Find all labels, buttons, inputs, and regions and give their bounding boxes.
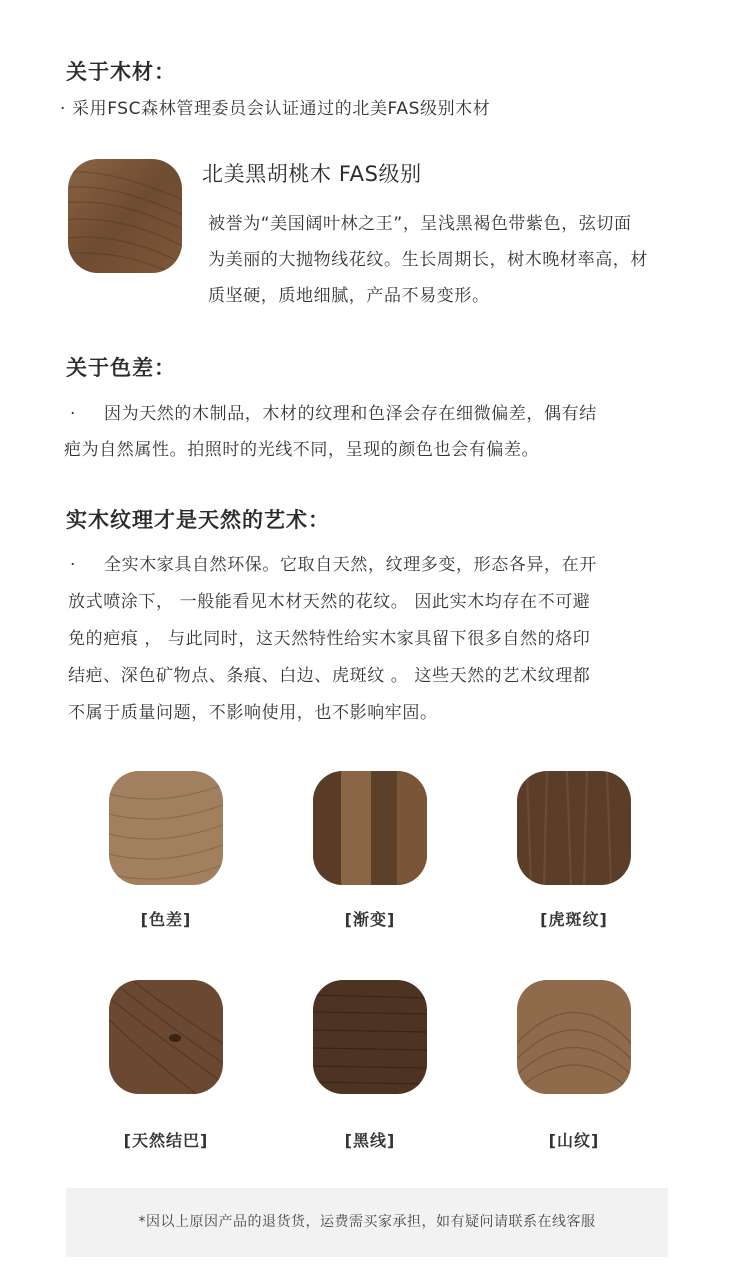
color-heading: 关于色差：	[66, 356, 176, 380]
description-line: 质坚硬，质地细腻，产品不易变形。	[208, 286, 490, 306]
color-text	[64, 396, 710, 468]
description-line: 被誉为“美国阔叶林之王”，呈浅黑褐色带紫色，弦切面	[208, 214, 632, 234]
natural-knot-sample	[109, 980, 223, 1094]
texture-heading: 实木纹理才是天然的艺术：	[66, 508, 330, 532]
texture-line: 结疤、深色矿物点、条痕、白边、虎斑纹 。 这些天然的艺术纹理都	[68, 666, 591, 686]
footer-note: *因以上原因产品的退货货，运费需买家承担，如有疑问请联系在线客服	[66, 1188, 668, 1257]
gradient-sample	[313, 771, 427, 885]
description-line: 为美丽的大抛物线花纹。生长周期长，树木晚材率高，材	[208, 250, 648, 270]
sample-caption: [虎斑纹]	[540, 910, 608, 929]
texture-line: 放式喷涂下， 一般能看见木材天然的花纹。 因此实木均存在不可避	[68, 592, 591, 612]
bullet-dot: ·	[70, 555, 77, 575]
species-description	[208, 206, 728, 314]
walnut-sample-image	[68, 159, 182, 273]
color-variation-sample	[109, 771, 223, 885]
texture-line: · 全实木家具自然环保。它取自天然，纹理多变，形态各异，在开	[70, 547, 720, 584]
color-line: · 因为天然的木制品，木材的纹理和色泽会存在细微偏差，偶有结	[70, 396, 710, 432]
bullet-dot: ·	[70, 404, 77, 424]
sample-caption: [黑线]	[344, 1131, 396, 1150]
sample-caption: [天然结巴]	[123, 1131, 209, 1150]
tiger-stripe-sample	[517, 771, 631, 885]
texture-line: 不属于质量问题，不影响使用，也不影响牢固。	[68, 703, 438, 723]
color-line: 疤为自然属性。拍照时的光线不同，呈现的颜色也会有偏差。	[64, 440, 540, 460]
wood-heading: 关于木材：	[66, 60, 176, 84]
sample-caption: [渐变]	[344, 910, 396, 929]
sample-caption: [山纹]	[548, 1131, 600, 1150]
texture-text	[70, 547, 720, 732]
sample-caption: [色差]	[140, 910, 192, 929]
texture-line: 免的疤痕 ， 与此同时，这天然特性给实木家具留下很多自然的烙印	[68, 629, 591, 649]
black-line-sample	[313, 980, 427, 1094]
mountain-grain-sample	[517, 980, 631, 1094]
species-title: 北美黑胡桃木 FAS级别	[202, 162, 422, 186]
wood-bullet: · 采用FSC森林管理委员会认证通过的北美FAS级别木材	[60, 99, 491, 119]
